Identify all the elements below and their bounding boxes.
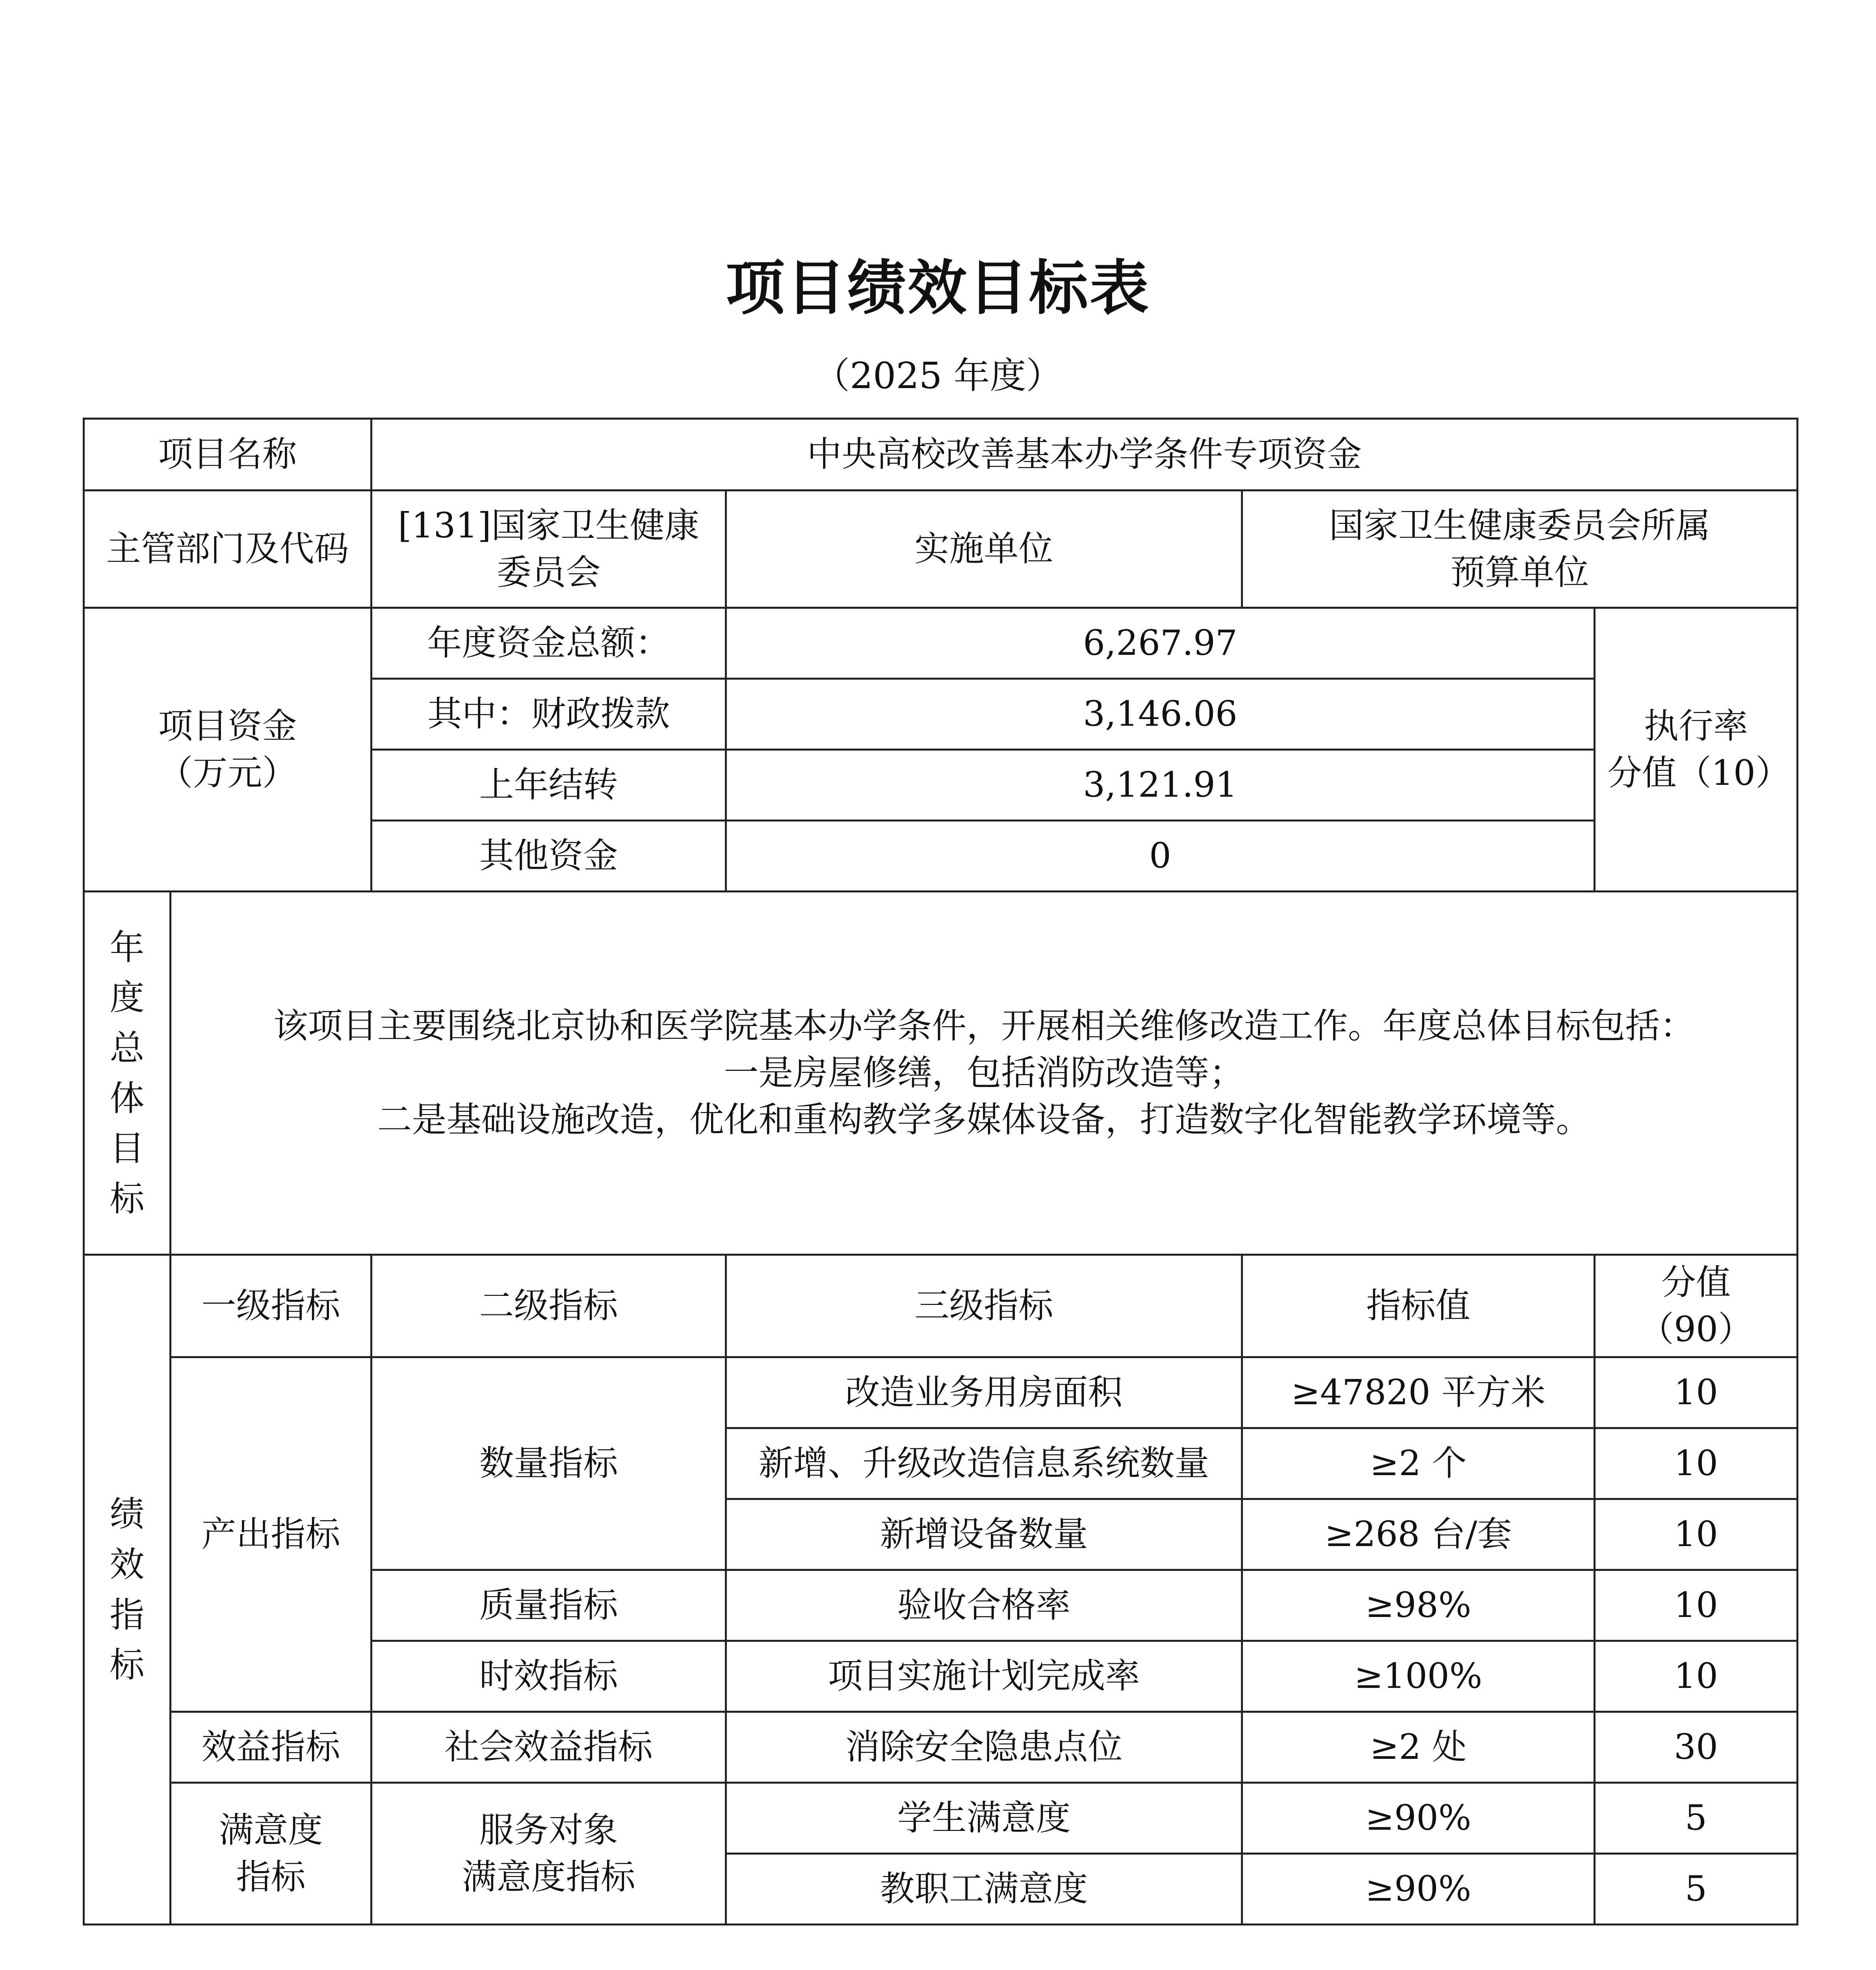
indicator-row xyxy=(84,1712,1798,1783)
service-satisfaction-indicator-label xyxy=(371,1783,726,1925)
annual-goal-line2: 一是房屋修缮，包括消防改造等； xyxy=(724,1052,1244,1093)
social-benefit-indicator-label: 社会效益指标 xyxy=(371,1712,726,1783)
indicator-score: 10 xyxy=(1595,1357,1798,1428)
funds-label-line1: 项目资金 xyxy=(158,705,297,746)
indicator-score: 5 xyxy=(1595,1854,1798,1925)
indicator-score: 30 xyxy=(1595,1712,1798,1783)
funds-total-label: 年度资金总额： xyxy=(371,608,726,679)
indicator-name: 新增设备数量 xyxy=(726,1499,1242,1570)
indicator-score: 10 xyxy=(1595,1428,1798,1499)
indicator-value: ≥90% xyxy=(1242,1854,1595,1925)
satisfaction-indicator-label xyxy=(171,1783,371,1925)
project-name-row xyxy=(84,419,1798,491)
annual-goal-label-text: 年度总体目标 xyxy=(110,927,145,1219)
header-level3: 三级指标 xyxy=(726,1255,1242,1357)
indicator-value: ≥100% xyxy=(1242,1641,1595,1712)
header-score xyxy=(1595,1255,1798,1357)
satisfaction-label-line2: 指标 xyxy=(236,1856,306,1897)
service-label-line2: 满意度指标 xyxy=(462,1856,635,1897)
execution-rate-line2: 分值（10） xyxy=(1607,752,1790,793)
annual-goal-line3: 二是基础设施改造，优化和重构教学多媒体设备，打造数字化智能教学环境等。 xyxy=(377,1099,1591,1140)
indicator-value: ≥90% xyxy=(1242,1783,1595,1854)
indicator-value: ≥268 台/套 xyxy=(1242,1499,1595,1570)
header-level1: 一级指标 xyxy=(171,1255,371,1357)
implementing-unit-label: 实施单位 xyxy=(726,491,1242,608)
quantity-indicator-label: 数量指标 xyxy=(371,1357,726,1570)
indicator-header-row xyxy=(84,1255,1798,1357)
benefit-indicator-label: 效益指标 xyxy=(171,1712,371,1783)
funds-label-line2: （万元） xyxy=(158,752,297,793)
indicator-row xyxy=(84,1357,1798,1428)
annual-goal-label xyxy=(84,892,171,1255)
implementing-unit-value-line2: 预算单位 xyxy=(1450,552,1589,593)
execution-rate-line1: 执行率 xyxy=(1644,705,1748,746)
header-score-line1: 分值 xyxy=(1661,1262,1731,1303)
funds-label xyxy=(84,608,371,892)
funds-total-row xyxy=(84,608,1798,679)
indicator-value: ≥47820 平方米 xyxy=(1242,1357,1595,1428)
satisfaction-label-line1: 满意度 xyxy=(219,1809,323,1850)
timeliness-indicator-label: 时效指标 xyxy=(371,1641,726,1712)
header-level2: 二级指标 xyxy=(371,1255,726,1357)
project-name-label: 项目名称 xyxy=(84,419,371,491)
project-name-value: 中央高校改善基本办学条件专项资金 xyxy=(371,419,1798,491)
indicator-value: ≥2 处 xyxy=(1242,1712,1595,1783)
funds-other-value: 0 xyxy=(726,821,1595,892)
funds-carryover-value: 3,121.91 xyxy=(726,750,1595,821)
funds-total-value: 6,267.97 xyxy=(726,608,1595,679)
indicator-score: 10 xyxy=(1595,1570,1798,1641)
annual-goal-line1: 该项目主要围绕北京协和医学院基本办学条件，开展相关维修改造工作。年度总体目标包括： xyxy=(273,1005,1695,1046)
indicator-name: 改造业务用房面积 xyxy=(726,1357,1242,1428)
department-value: [131]国家卫生健康委员会 xyxy=(371,491,726,608)
funds-other-label: 其他资金 xyxy=(371,821,726,892)
funds-fiscal-value: 3,146.06 xyxy=(726,679,1595,750)
indicator-value: ≥98% xyxy=(1242,1570,1595,1641)
indicator-score: 10 xyxy=(1595,1641,1798,1712)
header-score-line2: （90） xyxy=(1639,1308,1753,1349)
indicator-section-label xyxy=(84,1255,171,1925)
annual-goal-row xyxy=(84,892,1798,1255)
indicator-score: 5 xyxy=(1595,1783,1798,1854)
department-row xyxy=(84,491,1798,608)
indicator-section-label-text: 绩效指标 xyxy=(110,1494,145,1686)
service-label-line1: 服务对象 xyxy=(479,1809,618,1850)
implementing-unit-value-line1: 国家卫生健康委员会所属 xyxy=(1329,505,1711,546)
implementing-unit-value xyxy=(1242,491,1798,608)
indicator-name: 消除安全隐患点位 xyxy=(726,1712,1242,1783)
quality-indicator-label: 质量指标 xyxy=(371,1570,726,1641)
output-indicator-label: 产出指标 xyxy=(171,1357,371,1712)
page-subtitle: （2025 年度） xyxy=(814,355,1062,397)
header-value: 指标值 xyxy=(1242,1255,1595,1357)
indicator-score: 10 xyxy=(1595,1499,1798,1570)
indicator-name: 验收合格率 xyxy=(726,1570,1242,1641)
department-label: 主管部门及代码 xyxy=(84,491,371,608)
annual-goal-content xyxy=(171,892,1798,1255)
page-title: 项目绩效目标表 xyxy=(725,254,1150,323)
indicator-name: 教职工满意度 xyxy=(726,1854,1242,1925)
indicator-name: 学生满意度 xyxy=(726,1783,1242,1854)
execution-rate-score xyxy=(1595,608,1798,892)
performance-target-table xyxy=(83,418,1798,1925)
indicator-name: 新增、升级改造信息系统数量 xyxy=(726,1428,1242,1499)
funds-fiscal-label: 其中：财政拨款 xyxy=(371,679,726,750)
funds-carryover-label: 上年结转 xyxy=(371,750,726,821)
indicator-row xyxy=(84,1783,1798,1854)
indicator-name: 项目实施计划完成率 xyxy=(726,1641,1242,1712)
indicator-value: ≥2 个 xyxy=(1242,1428,1595,1499)
